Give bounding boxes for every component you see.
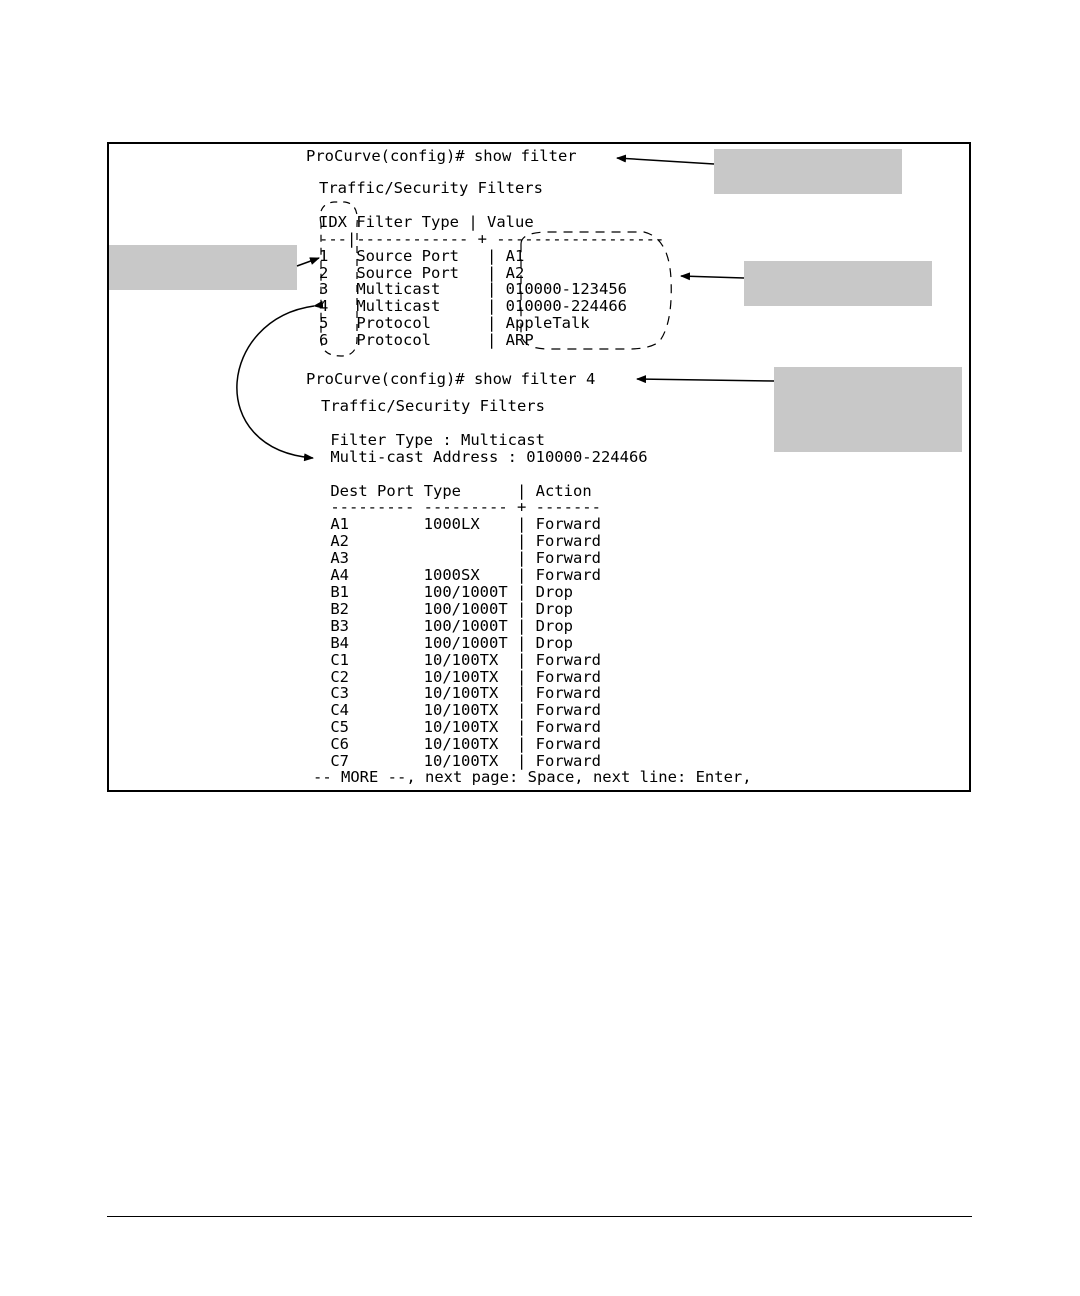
curved-arrow-idx-4-to-detail (237, 306, 314, 458)
detail-port: C3 (330, 684, 350, 703)
detail-action: Drop (535, 599, 573, 618)
detail-title: Traffic/Security Filters (321, 397, 545, 415)
summary-value: ARP (505, 331, 534, 350)
detail-action: Forward (535, 667, 601, 686)
detail-row: C5 10/100TX | Forward (330, 718, 601, 737)
detail-row: C3 10/100TX | Forward (330, 684, 601, 703)
detail-port: B3 (330, 616, 350, 635)
detail-action: Forward (535, 650, 601, 669)
detail-action: Forward (535, 515, 601, 534)
detail-port: B4 (330, 633, 350, 652)
summary-value: A2 (505, 263, 525, 282)
detail-type: 10/100TX (423, 718, 499, 737)
detail-header-row: Dest Port Type | Action (330, 481, 592, 500)
idx-column-dashed-outline (320, 202, 357, 356)
detail-port: C4 (330, 701, 350, 720)
detail-row: A1 1000LX | Forward (330, 515, 601, 534)
col-header-value: Value (487, 212, 534, 231)
summary-filter-type: Multicast (356, 297, 441, 316)
detail-type: 10/100TX (423, 650, 499, 669)
summary-filter-type: Multicast (356, 280, 441, 299)
detail-action: Forward (535, 735, 601, 754)
detail-address-line: Multi-cast Address : 010000-224466 (330, 447, 648, 466)
col-header-filter-type: Filter Type (356, 212, 459, 231)
detail-port: C5 (330, 718, 350, 737)
col-header-action: Action (535, 481, 592, 500)
summary-row: 6 Protocol | ARP (319, 331, 534, 350)
summary-title: Traffic/Security Filters (319, 179, 543, 197)
show-filter-command: ProCurve(config)# show filter (306, 147, 577, 165)
detail-port: C1 (330, 650, 350, 669)
detail-port: A3 (330, 549, 350, 568)
arrow-to-command (617, 158, 714, 164)
detail-action: Forward (535, 701, 601, 720)
summary-idx: 2 (319, 263, 329, 282)
detail-type: 10/100TX (423, 735, 499, 754)
annotation-overlay (109, 144, 969, 790)
detail-row: C2 10/100TX | Forward (330, 667, 601, 686)
cli-figure (107, 142, 971, 792)
detail-row: A4 1000SX | Forward (330, 566, 601, 585)
summary-filter-type: Protocol (356, 314, 431, 333)
summary-separator: ---|------------ + ------------------ (319, 229, 665, 248)
detail-port: C6 (330, 735, 350, 754)
detail-type: 1000SX (423, 566, 480, 585)
show-filter-4-command: ProCurve(config)# show filter 4 (306, 370, 596, 388)
detail-port: B2 (330, 599, 350, 618)
detail-type: 100/1000T (423, 633, 508, 652)
detail-row: B1 100/1000T | Drop (330, 582, 573, 601)
detail-row: C6 10/100TX | Forward (330, 735, 601, 754)
footer-rule (107, 1216, 972, 1217)
detail-type: 10/100TX (423, 701, 499, 720)
summary-idx: 4 (319, 297, 329, 316)
summary-value: AppleTalk (505, 314, 590, 333)
detail-port: C2 (330, 667, 350, 686)
col-header-dest-port: Dest Port (330, 481, 415, 500)
detail-type: 100/1000T (423, 599, 508, 618)
summary-idx: 3 (319, 280, 329, 299)
col-header-type: Type (423, 481, 462, 500)
more-prompt: -- MORE --, next page: Space, next line: Enter, (313, 768, 752, 786)
arrow-to-value-column (681, 276, 744, 278)
arrow-to-command-4 (637, 379, 774, 381)
arrow-to-idx-column (297, 258, 319, 266)
detail-row: C7 10/100TX | Forward (330, 752, 601, 771)
detail-type: 1000LX (423, 515, 480, 534)
detail-port: A4 (330, 566, 350, 585)
detail-action: Drop (535, 633, 573, 652)
detail-type: 10/100TX (423, 667, 499, 686)
detail-action: Forward (535, 752, 601, 771)
detail-action: Forward (535, 684, 601, 703)
detail-row: C1 10/100TX | Forward (330, 650, 601, 669)
summary-value: 010000-123456 (505, 280, 627, 299)
detail-row: B4 100/1000T | Drop (330, 633, 573, 652)
detail-row: A2 | Forward (330, 532, 601, 551)
detail-row: C4 10/100TX | Forward (330, 701, 601, 720)
detail-type: 100/1000T (423, 582, 508, 601)
summary-filter-type: Source Port (356, 263, 459, 282)
summary-row: 5 Protocol | AppleTalk (319, 314, 590, 333)
detail-port: B1 (330, 582, 350, 601)
summary-value: 010000-224466 (505, 297, 627, 316)
detail-action: Forward (535, 718, 601, 737)
detail-row: B2 100/1000T | Drop (330, 599, 573, 618)
summary-row: 3 Multicast | 010000-123456 (319, 280, 627, 299)
detail-type: 100/1000T (423, 616, 508, 635)
summary-idx: 6 (319, 331, 329, 350)
summary-row: 4 Multicast | 010000-224466 (319, 297, 627, 316)
col-header-idx: IDX (319, 212, 347, 231)
detail-port: A1 (330, 515, 350, 534)
detail-type: 10/100TX (423, 684, 499, 703)
summary-row: 1 Source Port | A1 (319, 246, 525, 265)
detail-row: B3 100/1000T | Drop (330, 616, 573, 635)
summary-idx: 1 (319, 246, 329, 265)
detail-action: Forward (535, 549, 601, 568)
detail-separator: --------- --------- + ------- (330, 498, 601, 517)
value-column-dashed-outline (521, 232, 671, 349)
detail-action: Forward (535, 566, 601, 585)
summary-idx: 5 (319, 314, 329, 333)
summary-filter-type: Source Port (356, 246, 459, 265)
summary-value: A1 (505, 246, 525, 265)
detail-port: A2 (330, 532, 350, 551)
summary-filter-type: Protocol (356, 331, 431, 350)
detail-action: Drop (535, 616, 573, 635)
detail-type: 10/100TX (423, 752, 499, 771)
detail-filter-type-line: Filter Type : Multicast (330, 430, 545, 449)
detail-action: Forward (535, 532, 601, 551)
summary-row: 2 Source Port | A2 (319, 263, 525, 282)
detail-port: C7 (330, 752, 350, 771)
summary-header-row: IDX Filter Type | Value (319, 212, 534, 231)
detail-row: A3 | Forward (330, 549, 601, 568)
detail-action: Drop (535, 582, 573, 601)
